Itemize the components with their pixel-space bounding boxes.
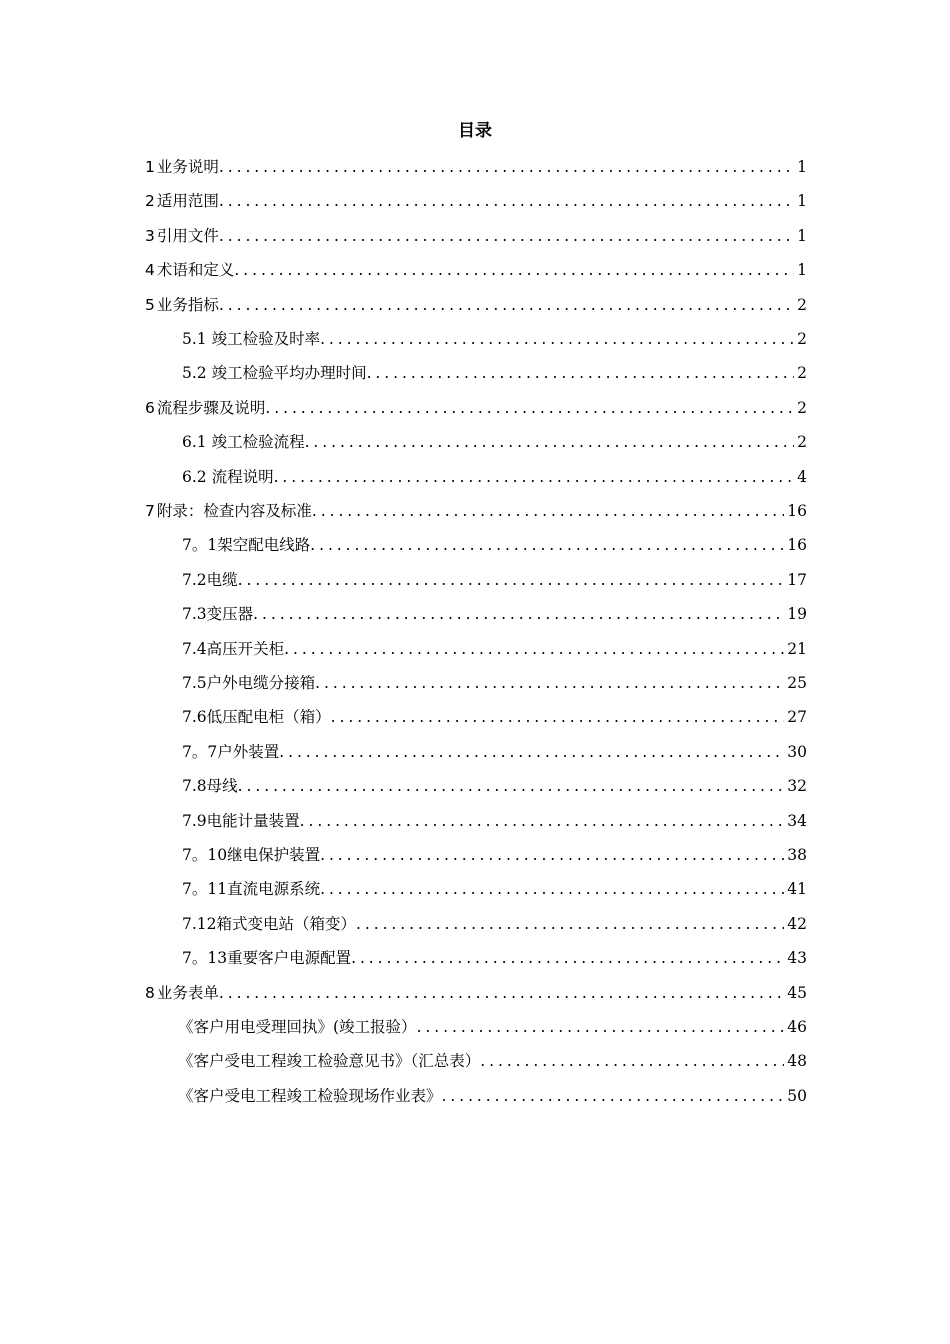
- toc-entry-label: 6.2 流程说明: [182, 467, 274, 486]
- toc-entry-label: 业务表单: [156, 983, 219, 1002]
- dot-leader: [320, 878, 784, 900]
- toc-entry-page-number: 42: [787, 914, 807, 933]
- toc-entry-page-number: 1: [797, 226, 807, 245]
- toc-entry-number: 6: [145, 398, 155, 417]
- dot-leader: [417, 1016, 785, 1038]
- toc-entry-page-number: 19: [787, 605, 807, 624]
- toc-entry-label: 业务指标: [156, 295, 219, 314]
- dot-leader: [320, 328, 794, 350]
- dot-leader: [238, 775, 785, 797]
- dot-leader: [219, 225, 794, 247]
- toc-entry[interactable]: [145, 190, 807, 212]
- toc-entry-label: 5.2 竣工检验平均办理时间: [182, 364, 367, 383]
- toc-entry-label: 《客户受电工程竣工检验意见书》（汇总表）: [178, 1052, 481, 1071]
- dot-leader: [442, 1085, 785, 1107]
- dot-leader: [219, 190, 794, 212]
- toc-entry-page-number: 2: [797, 364, 807, 383]
- toc-entry[interactable]: [182, 913, 807, 935]
- toc-entry[interactable]: [145, 156, 807, 178]
- toc-entry-page-number: 4: [797, 467, 807, 486]
- toc-entry-label: 《客户用电受理回执》(竣工报验）: [178, 1018, 417, 1036]
- dot-leader: [284, 638, 784, 660]
- dot-leader: [367, 362, 795, 384]
- dot-leader: [356, 913, 784, 935]
- toc-entry[interactable]: [145, 294, 807, 316]
- toc-entry[interactable]: [182, 328, 807, 350]
- toc-entry-label: 7.9电能计量装置: [182, 811, 300, 830]
- toc-entry-label: 7。11直流电源系统: [182, 880, 321, 899]
- toc-entry[interactable]: [178, 1016, 807, 1038]
- toc-entry-label: 流程步骤及说明: [156, 398, 266, 417]
- toc-entry-page-number: 16: [787, 502, 807, 520]
- toc-entry-page-number: 1: [797, 261, 807, 280]
- toc-entry[interactable]: [145, 225, 807, 247]
- toc-entry-page-number: 2: [797, 398, 807, 417]
- toc-entry[interactable]: [182, 603, 807, 625]
- dot-leader: [265, 397, 794, 419]
- toc-entry[interactable]: [145, 500, 807, 522]
- dot-leader: [310, 534, 784, 556]
- toc-entry-label: 5.1 竣工检验及时率: [182, 330, 321, 348]
- toc-entry[interactable]: [178, 1050, 807, 1072]
- toc-entry[interactable]: [145, 982, 807, 1004]
- toc-entry-label: 7.5户外电缆分接箱: [182, 674, 316, 692]
- dot-leader: [234, 259, 794, 281]
- toc-entry-label: 业务说明: [156, 158, 219, 176]
- toc-entry-page-number: 50: [787, 1086, 807, 1105]
- toc-entry-number: 4: [145, 261, 155, 280]
- toc-entry-label: 6.1 竣工检验流程: [182, 433, 305, 452]
- toc-entry-label: 7。13重要客户电源配置: [182, 949, 352, 968]
- toc-entry[interactable]: [182, 741, 807, 763]
- toc-entry-page-number: 1: [797, 192, 807, 211]
- toc-entry-page-number: 1: [797, 158, 807, 176]
- toc-entry-label: 7.4高压开关柜: [182, 639, 285, 658]
- toc-entry-label: 7.3变压器: [182, 605, 254, 624]
- toc-entry[interactable]: [145, 259, 807, 281]
- toc-entry[interactable]: [182, 431, 807, 453]
- toc-entry[interactable]: [145, 397, 807, 419]
- dot-leader: [219, 294, 794, 316]
- toc-entry-page-number: 21: [787, 639, 807, 658]
- toc-entry-page-number: 2: [797, 433, 807, 452]
- toc-entry-number: 1: [145, 158, 155, 176]
- toc-entry-page-number: 2: [797, 295, 807, 314]
- toc-entry[interactable]: [178, 1085, 807, 1107]
- toc-entry-number: 8: [145, 983, 155, 1002]
- toc-entry-label: 术语和定义: [156, 261, 235, 280]
- toc-entry-label: 7.8母线: [182, 777, 238, 796]
- toc-entry[interactable]: [182, 466, 807, 488]
- toc-entry-page-number: 2: [797, 330, 807, 348]
- toc-entry-page-number: 17: [787, 570, 807, 589]
- toc-entry-label: 7.2电缆: [182, 570, 238, 589]
- dot-leader: [219, 982, 784, 1004]
- dot-leader: [480, 1050, 784, 1072]
- toc-entry-label: 7。10继电保护装置: [182, 846, 321, 864]
- dot-leader: [279, 741, 784, 763]
- toc-entry-page-number: 32: [787, 777, 807, 796]
- dot-leader: [320, 844, 784, 866]
- dot-leader: [300, 810, 785, 832]
- toc-entry-page-number: 38: [787, 846, 807, 864]
- toc-entry-label: 7。1架空配电线路: [182, 536, 311, 555]
- toc-entry-page-number: 46: [787, 1018, 807, 1036]
- toc-entry[interactable]: [182, 569, 807, 591]
- dot-leader: [312, 500, 784, 522]
- toc-entry-page-number: 48: [787, 1052, 807, 1071]
- toc-entry-page-number: 34: [787, 811, 807, 830]
- dot-leader: [253, 603, 784, 625]
- toc-entry[interactable]: [182, 362, 807, 384]
- toc-entry[interactable]: [182, 844, 807, 866]
- toc-entry-number: 5: [145, 295, 155, 314]
- toc-entry-page-number: 27: [787, 708, 807, 727]
- toc-entry[interactable]: [182, 810, 807, 832]
- dot-leader: [351, 947, 784, 969]
- toc-entry-page-number: 16: [787, 536, 807, 555]
- toc-entry[interactable]: [182, 672, 807, 694]
- toc-entry-label: 附录：检查内容及标准: [156, 502, 312, 520]
- toc-entry-label: 引用文件: [156, 226, 219, 245]
- toc-entry-page-number: 43: [787, 949, 807, 968]
- toc-entry-number: 3: [145, 226, 155, 245]
- toc-entry-page-number: 41: [787, 880, 807, 899]
- dot-leader: [219, 156, 794, 178]
- dot-leader: [238, 569, 785, 591]
- dot-leader: [305, 431, 795, 453]
- dot-leader: [315, 672, 784, 694]
- toc-entry-label: 7.6低压配电柜（箱）: [182, 708, 331, 727]
- toc-entry-label: 《客户受电工程竣工检验现场作业表》: [178, 1086, 442, 1105]
- toc-entry-label: 适用范围: [156, 192, 219, 211]
- dot-leader: [331, 706, 785, 728]
- toc-entry-page-number: 30: [787, 742, 807, 761]
- toc-entry[interactable]: [182, 878, 807, 900]
- toc-entry-label: 7。7户外装置: [182, 742, 280, 761]
- toc-entry-label: 7.12箱式变电站（箱变）: [182, 914, 357, 933]
- toc-entry[interactable]: [182, 534, 807, 556]
- toc-title: 目录: [458, 121, 492, 141]
- toc-entry[interactable]: [182, 947, 807, 969]
- toc-entry[interactable]: [182, 775, 807, 797]
- toc-entry[interactable]: [182, 638, 807, 660]
- toc-entry-number: 7: [145, 502, 155, 520]
- toc-entry-page-number: 45: [787, 983, 807, 1002]
- toc-entry-number: 2: [145, 192, 155, 211]
- dot-leader: [274, 466, 795, 488]
- toc-entry[interactable]: [182, 706, 807, 728]
- toc-entry-page-number: 25: [787, 674, 807, 692]
